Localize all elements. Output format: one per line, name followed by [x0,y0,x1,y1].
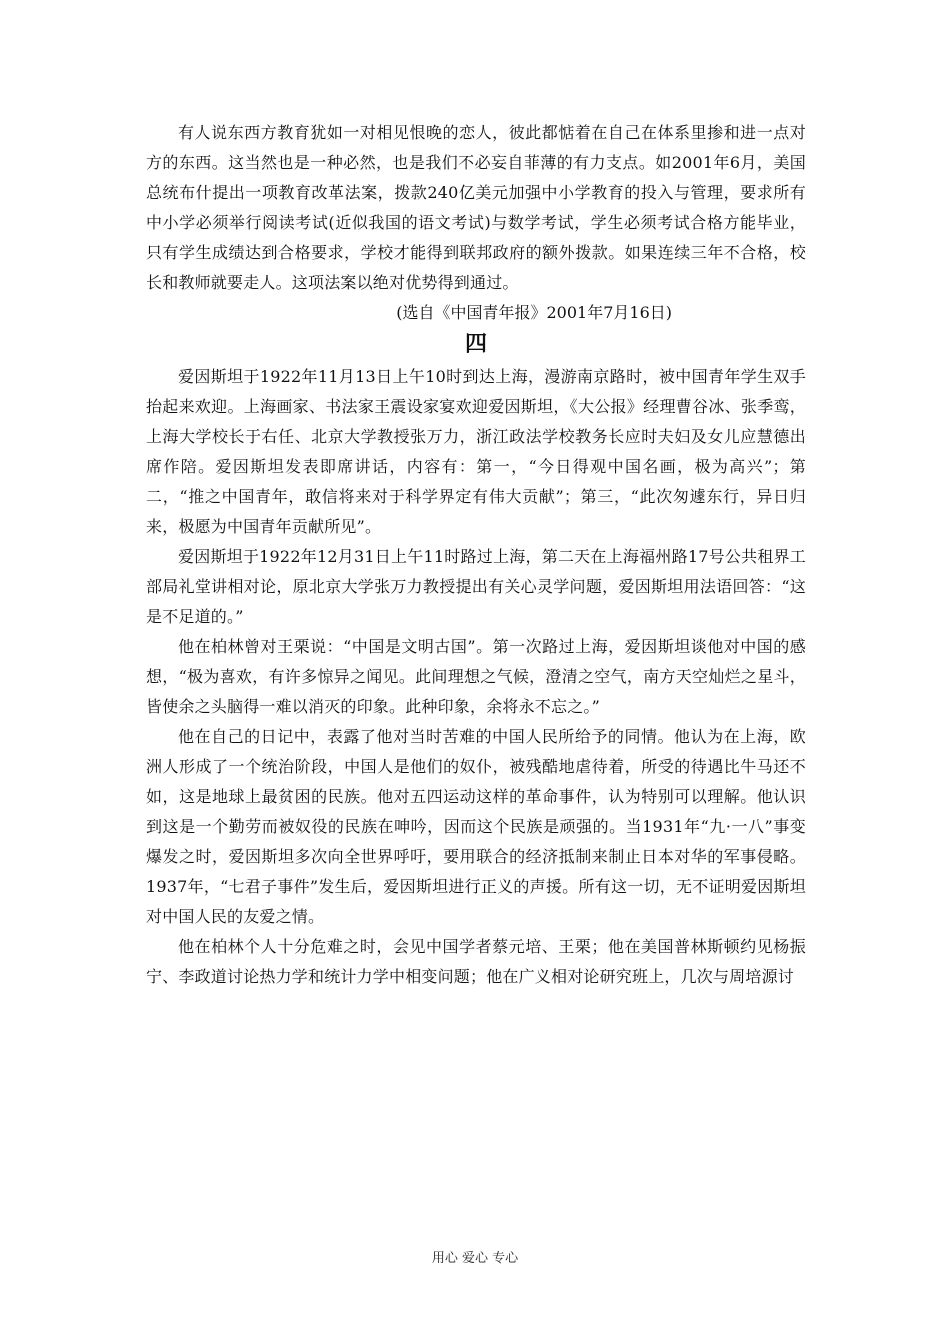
section-three-paragraph: 有人说东西方教育犹如一对相见恨晚的恋人，彼此都惦着在自己在体系里掺和进一点对方的东西。这当然也是一种必然，也是我们不必妄自菲薄的有力支点。如2001年6月，美国总统布什提出一项教育改革法案，拨款240亿美元加强中小学教育的投入与管理，要求所有中小学必须举行阅读考试(近似我国的语文考试)与数学考试，学生必须考试合格方能毕业，只有学生成绩达到合格要求，学校才能得到联邦政府的额外拨款。如果连续三年不合格，校长和教师就要走人。这项法案以绝对优势得到通过。 [146,123,806,292]
section-four-paragraph-2: 爱因斯坦于1922年12月31日上午11时路过上海，第二天在上海福州路17号公共租界工部局礼堂讲相对论，原北京大学张万力教授提出有关心灵学问题，爱因斯坦用法语回答：“这是不足道的。” [146,547,806,626]
section-four-paragraph-1: 爱因斯坦于1922年11月13日上午10时到达上海，漫游南京路时，被中国青年学生双手抬起来欢迎。上海画家、书法家王震设家宴欢迎爱因斯坦，《大公报》经理曹谷冰、张季鸾，上海大学校长于右任、北京大学教授张万力，浙江政法学校教务长应时夫妇及女儿应慧德出席作陪。爱因斯坦发表即席讲话，内容有：第一，“今日得观中国名画，极为高兴”；第二，“推之中国青年，敢信将来对于科学界定有伟大贡献”；第三，“此次匆遽东行，异日归来，极愿为中国青年贡献所见”。 [146,367,806,536]
section-four-paragraph-5: 他在柏林个人十分危难之时，会见中国学者蔡元培、王栗；他在美国普林斯顿约见杨振宁、李政道讨论热力学和统计力学中相变问题；他在广义相对论研究班上，几次与周培源讨 [146,937,806,986]
document-body [146,118,806,992]
section-four-paragraph-4: 他在自己的日记中，表露了他对当时苦难的中国人民所给予的同情。他认为在上海，欧洲人形成了一个统治阶段，中国人是他们的奴仆，被残酷地虐待着，所受的待遇比牛马还不如，这是地球上最贫困的民族。他对五四运动这样的革命事件，认为特别可以理解。他认识到这是一个勤劳而被奴役的民族在呻吟，因而这个民族是顽强的。当1931年“九·一八”事变爆发之时，爱因斯坦多次向全世界呼吁，要用联合的经济抵制来制止日本对华的军事侵略。1937年，“七君子事件”发生后，爱因斯坦进行正义的声援。所有这一切，无不证明爱因斯坦对中国人民的友爱之情。 [146,727,806,926]
section-heading-four: 四 [464,332,487,357]
section-four-paragraph-3: 他在柏林曾对王栗说：“中国是文明古国”。第一次路过上海，爱因斯坦谈他对中国的感想，“极为喜欢，有许多惊异之闻见。此间理想之气候，澄清之空气，南方天空灿烂之星斗，皆使余之头脑得一难以消灭的印象。此种印象，余将永不忘之。” [146,637,806,716]
source-citation: (选自《中国青年报》2001年7月16日) [396,303,672,322]
page-footer: 用心 爱心 专心 [431,1251,519,1266]
